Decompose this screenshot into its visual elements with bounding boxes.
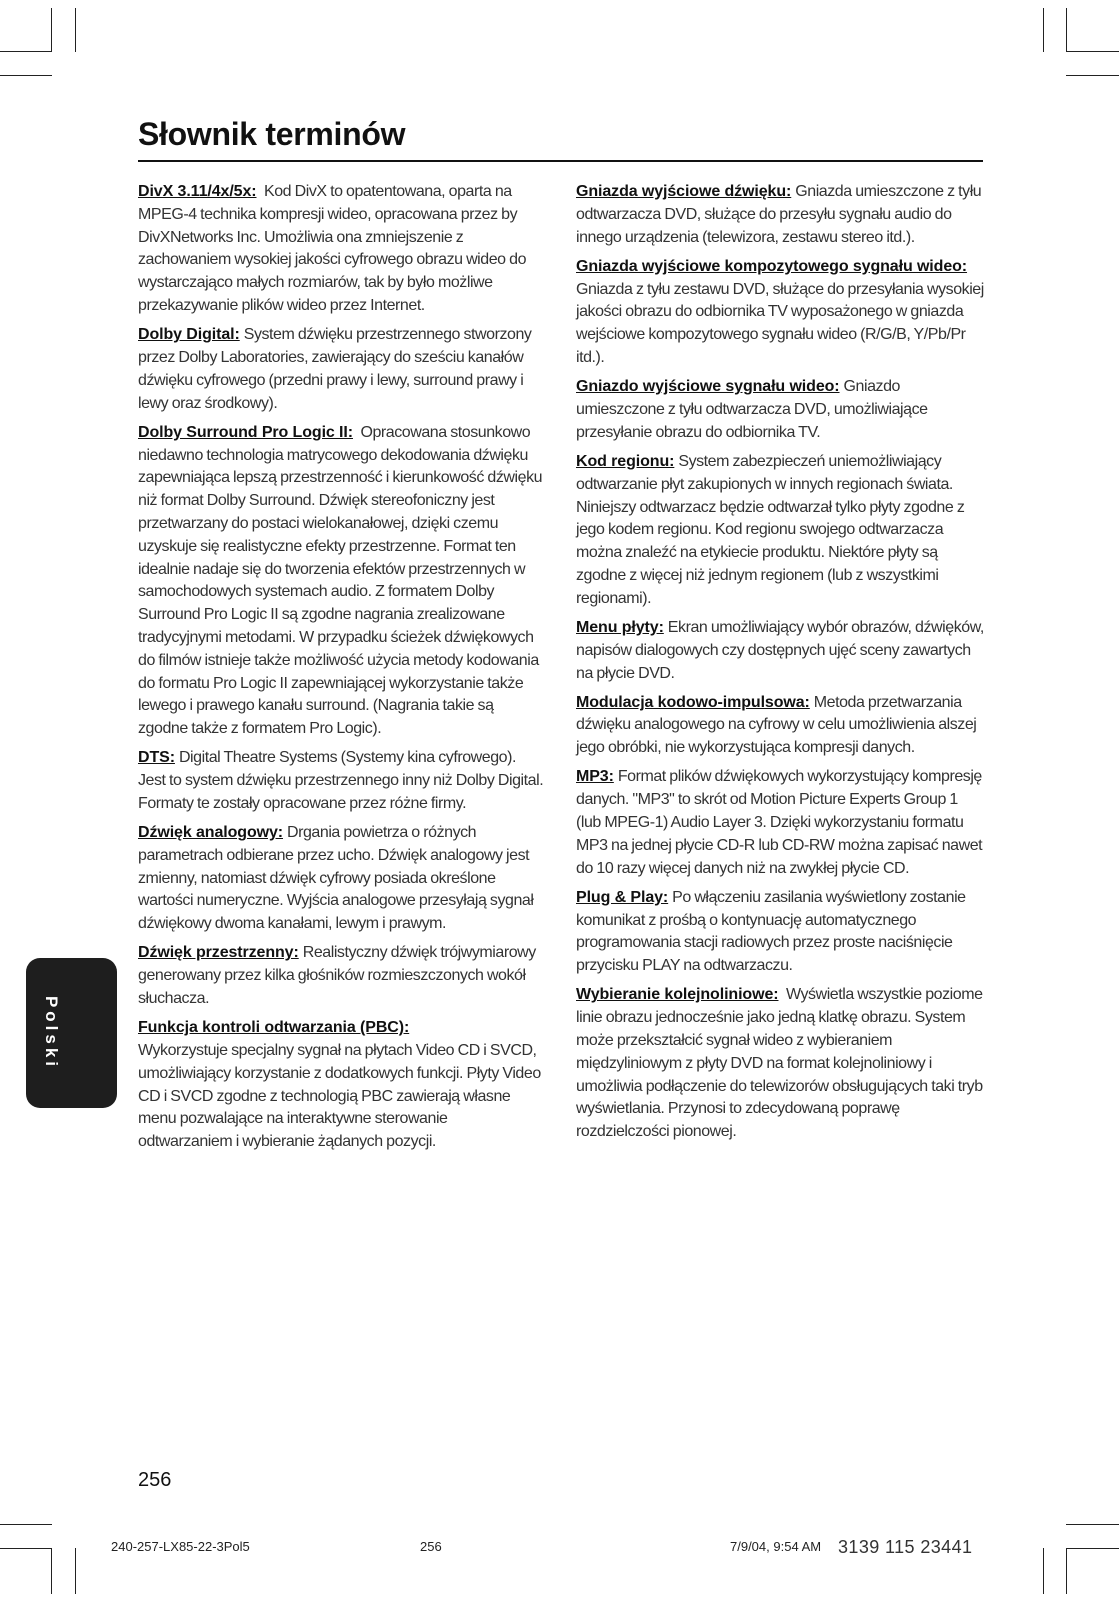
glossary-term: DTS: (138, 749, 175, 767)
glossary-definition: Wyświetla wszystkie poziome linie obrazu jednocześnie jako jedną klatkę obrazu. System może przekształcić sygnał wideo z wybieraniem międzyliniowym z płyty DVD na format kolejnoliniowy i umożliwia podłączenie do telewizorów obsługujących taki tryb wyświetlania. Przynosi to zdecydowaną poprawę rozdzielczości pionowej. (576, 986, 983, 1141)
crop-mark (0, 1548, 52, 1549)
footer-timestamp: 7/9/04, 9:54 AM (730, 1539, 822, 1554)
glossary-definition: Format plików dźwiękowych wykorzystujący kompresję danych. "MP3" to skrót od Motion Picture Experts Group 1 (lub MPEG-1) Audio Layer 3. Dzięki wykorzystaniu formatu MP3 na jednej płycie CD-R lub CD-RW można zapisać nawet do 10 razy więcej danych niż na zwykłej płycie CD. (576, 768, 983, 877)
crop-mark (1043, 8, 1044, 52)
crop-mark (75, 8, 76, 52)
crop-mark (1066, 75, 1119, 76)
glossary-entry-mp3 (576, 766, 986, 880)
glossary-entry-pro-logic-ii (138, 422, 544, 741)
glossary-definition: Drgania powietrza o różnych parametrach odbierane przez ucho. Dźwięk analogowy jest zmienny, natomiast dźwięk cyfrowy posiada określone wartości numeryczne. Wyjścia analogowe przesyłają sygnał dźwiękowy dwoma kanałami, lewym i prawym. (138, 824, 534, 933)
glossary-term: Dolby Surround Pro Logic II: (138, 423, 353, 441)
glossary-entry-video-out (576, 376, 986, 444)
crop-mark (0, 1524, 52, 1525)
crop-mark (0, 51, 52, 52)
glossary-definition: Po włączeniu zasilania wyświetlony zostanie komunikat z prośbą o kontynuację automatycznego programowania stacji radiowych przez proste naciśnięcie przycisku PLAY na odtwarzaczu. (576, 888, 966, 975)
crop-mark (1066, 51, 1119, 52)
page-title: Słownik terminów (138, 116, 406, 152)
title-divider (138, 160, 983, 162)
glossary-definition: Opracowana stosunkowo niedawno technologia matrycowego dekodowania dźwięku zapewniająca lepszą przestrzenność i kierunkowość dźwięku niż format Dolby Surround. Dźwięk stereofoniczny jest przetwarzany do postaci wielokanałowej, dzięki czemu uzyskuje się realistyczne efekty przestrzenne. Format ten idealnie nadaje się do tworzenia efektów przestrzennych w samochodowych systemach audio. Z formatem Dolby Surround Pro Logic II są zgodne nagrania zrealizowane tradycyjnymi metodami. W przypadku ścieżek dźwiękowych do filmów istnieje także możliwość użycia metody kodowania do formatu Pro Logic II zapewniającej wykorzystanie także lewego i prawego kanału surround. (Nagrania takie są zgodne także z formatem Pro Logic). (138, 423, 543, 738)
glossary-entry-disc-menu (576, 617, 986, 685)
glossary-term: Kod regionu: (576, 452, 675, 470)
crop-mark (1066, 1524, 1119, 1525)
glossary-term: MP3: (576, 768, 614, 786)
glossary-term: DivX 3.11/4x/5x: (138, 183, 257, 200)
glossary-term: Gniazdo wyjściowe sygnału wideo: (576, 378, 840, 396)
glossary-term: Gniazda wyjściowe dźwięku: (576, 183, 792, 200)
glossary-entry-surround-sound (138, 942, 544, 1010)
language-side-tab (26, 958, 117, 1108)
page-number: 256 (138, 1469, 172, 1491)
glossary-entry-component-video-out (576, 256, 986, 370)
crop-mark (1066, 1548, 1067, 1594)
glossary-definition: Kod DivX to opatentowana, oparta na MPEG-4 technika kompresji wideo, opracowana przez by DivXNetworks Inc. Umożliwia ona zmniejszenie z zachowaniem wysokiej jakości cyfrowego obrazu wideo do wystarczająco małych rozmiarów, tak by było możliwe przekazywanie plików wideo przez Internet. (138, 183, 527, 314)
glossary-term: Modulacja kodowo-impulsowa: (576, 693, 810, 711)
glossary-entry-region-code (576, 451, 986, 611)
glossary-entry-analog-sound (138, 822, 544, 936)
glossary-term: Gniazda wyjściowe kompozytowego sygnału wideo: (576, 257, 968, 275)
glossary-entry-dolby-digital (138, 324, 544, 415)
glossary-definition: Realistyczny dźwięk trójwymiarowy generowany przez kilka głośników rozmieszczonych wokół słuchacza. (138, 944, 536, 1008)
footer-page: 256 (420, 1539, 442, 1554)
glossary-definition: Wykorzystuje specjalny sygnał na płytach Video CD i SVCD, umożliwiający korzystanie z dodatkowych funkcji. Płyty Video CD i SVCD zgodne z technologią PBC zawierają własne menu pozwalające na interaktywne sterowanie odtwarzaniem i wybieranie żądanych pozycji. (138, 1042, 541, 1151)
glossary-definition: Ekran umożliwiający wybór obrazów, dźwięków, napisów dialogowych czy dostępnych ujęć sceny zawartych na płycie DVD. (576, 618, 984, 682)
glossary-entry-pbc (138, 1017, 544, 1154)
glossary-term: Funkcja kontroli odtwarzania (PBC): (138, 1019, 410, 1037)
glossary-entry-divx (138, 181, 544, 318)
glossary-entry-progressive-scan (576, 984, 986, 1144)
glossary-entry-audio-out (576, 181, 986, 249)
crop-mark (1066, 8, 1067, 52)
glossary-definition: Metoda przetwarzania dźwięku analogowego na cyfrowy w celu umożliwienia alszej jego obróbki, nie wykorzystująca kompresji danych. (576, 693, 977, 757)
glossary-entry-dts (138, 747, 544, 815)
glossary-definition: Digital Theatre Systems (Systemy kina cyfrowego). Jest to system dźwięku przestrzennego inny niż Dolby Digital. Formaty te zostały opracowane przez różne firmy. (138, 749, 544, 812)
glossary-definition: Gniazdo umieszczone z tyłu odtwarzacza DVD, umożliwiające przesyłanie obrazu do odbiornika TV. (576, 378, 928, 441)
language-tab-label: Polski (42, 995, 61, 1071)
glossary-term: Dźwięk analogowy: (138, 824, 283, 842)
footer-product-code: 3139 115 23441 (838, 1537, 973, 1557)
glossary-term: Wybieranie kolejnoliniowe: (576, 986, 779, 1004)
crop-mark (51, 1548, 52, 1594)
glossary-term: Dolby Digital: (138, 326, 240, 344)
glossary-entry-pcm (576, 692, 986, 760)
glossary-definition: System zabezpieczeń uniemożliwiający odtwarzanie płyt zakupionych w innych regionach świata. Niniejszy odtwarzacz będzie odtwarzał tylko płyty zgodne z jego kodem regionu. Kod regionu swojego odtwarzacza można znaleźć na etykiecie produktu. Niektóre płyty są zgodne z więcej niż jednym regionem (lub z wszystkimi regionami). (576, 452, 965, 607)
glossary-term: Plug & Play: (576, 888, 669, 906)
crop-mark (75, 1548, 76, 1594)
crop-mark (1066, 1548, 1119, 1549)
glossary-definition: System dźwięku przestrzennego stworzony przez Dolby Laboratories, zawierający do sześciu kanałów dźwięku cyfrowego (przedni prawy i lewy, surround prawy i lewy oraz środkowy). (138, 326, 532, 412)
crop-mark (51, 8, 52, 52)
glossary-term: Menu płyty: (576, 618, 664, 636)
crop-mark (0, 75, 52, 76)
glossary-definition: Gniazda z tyłu zestawu DVD, służące do przesyłania wysokiej jakości obrazu do odbiornika TV wyposażonego w gniazda wejściowe kompozytowego sygnału wideo (R/G/B, Y/Pb/Pr itd.). (576, 280, 984, 366)
footer-file-name: 240-257-LX85-22-3Pol5 (111, 1539, 250, 1554)
crop-mark (1043, 1548, 1044, 1594)
glossary-column-left (138, 181, 544, 1160)
glossary-entry-plug-and-play (576, 887, 986, 978)
glossary-term: Dźwięk przestrzenny: (138, 944, 299, 962)
glossary-column-right (576, 181, 986, 1150)
glossary-definition: Gniazda umieszczone z tyłu odtwarzacza DVD, służące do przesyłu sygnału audio do innego urządzenia (telewizora, zestawu stereo itd.). (576, 183, 982, 246)
